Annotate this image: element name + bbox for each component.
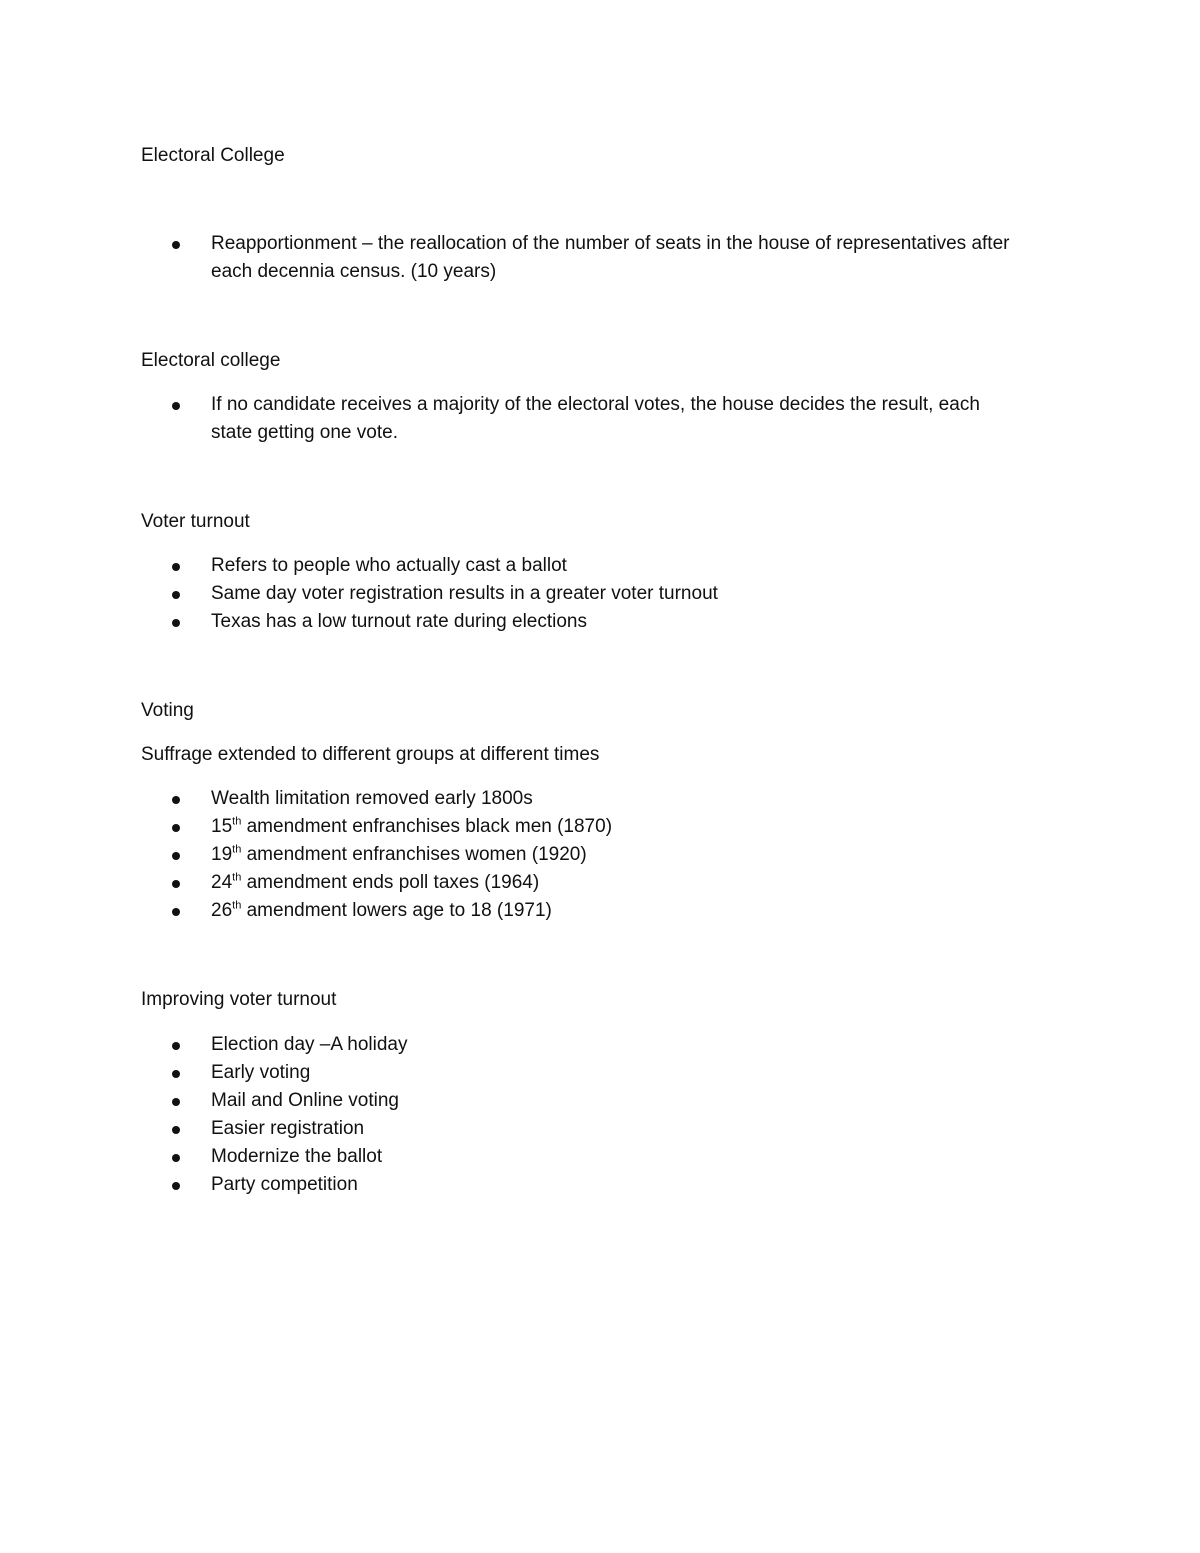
list-item-line: each decennia census. (10 years): [211, 261, 497, 282]
list-item: [141, 1059, 1081, 1087]
amendment-number: 26: [211, 900, 233, 921]
bullet-icon: [172, 619, 180, 627]
bullet-icon: [172, 852, 180, 860]
ordinal-suffix: th: [232, 871, 242, 884]
bullet-icon: [172, 1182, 180, 1190]
amendment-description: amendment lowers age to 18 (1971): [241, 900, 552, 921]
bullet-icon: [172, 1042, 180, 1050]
list-item-text: Wealth limitation removed early 1800s: [211, 788, 533, 809]
list-item: [141, 813, 1081, 841]
bullet-icon: [172, 1126, 180, 1134]
ordinal-suffix: th: [232, 815, 242, 828]
list-item-line: If no candidate receives a majority of the electoral votes, the house decides the result, each: [211, 394, 980, 415]
list-item: [141, 552, 1081, 580]
list-item-text: Same day voter registration results in a greater voter turnout: [211, 583, 718, 604]
list-item-text: [211, 391, 1081, 447]
bullet-icon: [172, 591, 180, 599]
bullet-icon: [172, 908, 180, 916]
bullet-icon: [172, 402, 180, 410]
list-item: [141, 580, 1081, 608]
list-item: [141, 391, 1081, 447]
list-item-text: Party competition: [211, 1174, 358, 1195]
ordinal-suffix: th: [232, 899, 242, 912]
section-subheading-suffrage: Suffrage extended to different groups at different times: [141, 744, 600, 765]
list-item: [141, 897, 1081, 925]
section-heading-electoral-college-2: Electoral college: [141, 350, 281, 371]
amendment-number: 24: [211, 872, 233, 893]
bullet-icon: [172, 1098, 180, 1106]
bullet-icon: [172, 880, 180, 888]
list-item-text: Election day –A holiday: [211, 1034, 408, 1055]
list-item: [141, 1087, 1081, 1115]
list-item: [141, 841, 1081, 869]
section-heading-electoral-college: Electoral College: [141, 145, 285, 166]
list-item: [141, 785, 1081, 813]
list-item: [141, 1031, 1081, 1059]
list-item-text: Mail and Online voting: [211, 1090, 399, 1111]
bullet-icon: [172, 824, 180, 832]
list-item-text: Easier registration: [211, 1118, 365, 1139]
amendment-number: 19: [211, 844, 233, 865]
amendment-description: amendment enfranchises black men (1870): [241, 816, 613, 837]
section-heading-voting: Voting: [141, 700, 194, 721]
list-item-text: [211, 813, 1081, 841]
list-item-line: state getting one vote.: [211, 422, 398, 443]
bullet-icon: [172, 563, 180, 571]
section-heading-improving-voter-turnout: Improving voter turnout: [141, 989, 337, 1010]
list-item-text: [211, 230, 1081, 286]
list-item: [141, 869, 1081, 897]
ordinal-suffix: th: [232, 843, 242, 856]
list-item: [141, 230, 1081, 286]
amendment-description: amendment enfranchises women (1920): [241, 844, 587, 865]
list-item: [141, 1115, 1081, 1143]
list-item-text: Texas has a low turnout rate during elections: [211, 611, 587, 632]
list-item-text: [211, 869, 1081, 897]
bullet-icon: [172, 796, 180, 804]
bullet-icon: [172, 1154, 180, 1162]
amendment-description: amendment ends poll taxes (1964): [241, 872, 540, 893]
bullet-icon: [172, 1070, 180, 1078]
list-item-text: [211, 897, 1081, 925]
list-item-text: Early voting: [211, 1062, 311, 1083]
amendment-number: 15: [211, 816, 233, 837]
list-item: [141, 1171, 1081, 1199]
list-item-text: Refers to people who actually cast a ballot: [211, 555, 567, 576]
list-item-text: [211, 841, 1081, 869]
list-item-text: Modernize the ballot: [211, 1146, 383, 1167]
section-heading-voter-turnout: Voter turnout: [141, 511, 250, 532]
list-item-line: Reapportionment – the reallocation of the number of seats in the house of representatives after: [211, 233, 1010, 254]
list-item: [141, 1143, 1081, 1171]
bullet-icon: [172, 241, 180, 249]
list-item: [141, 608, 1081, 636]
